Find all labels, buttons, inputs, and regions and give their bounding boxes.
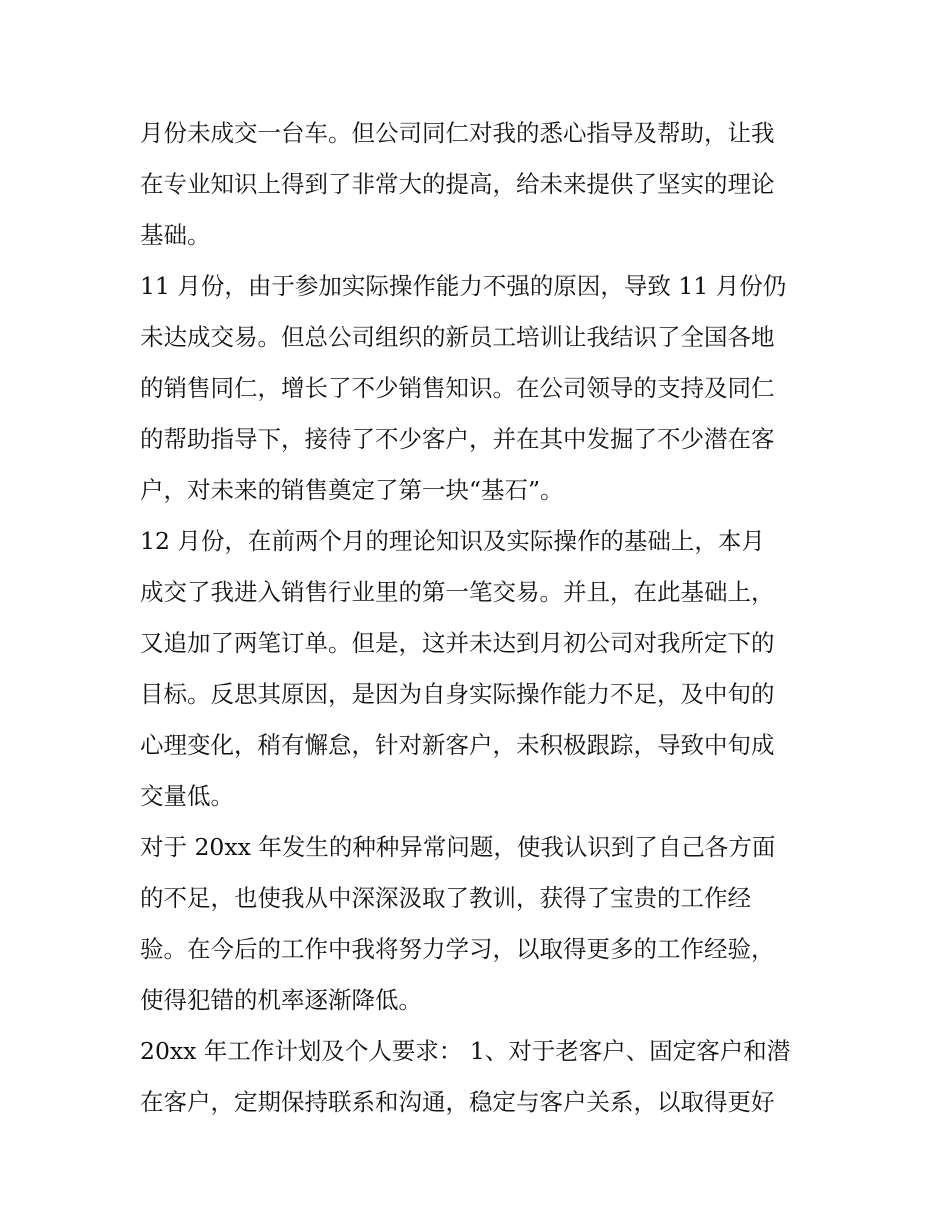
text-line: 又追加了两笔订单。但是，这并未达到月初公司对我所定下的 [140,629,775,657]
text-line: 成交了我进入销售行业里的第一笔交易。并且，在此基础上， [140,578,775,606]
text-line: 在专业知识上得到了非常大的提高，给未来提供了坚实的理论 [140,170,775,198]
text-line: 验。在今后的工作中我将努力学习，以取得更多的工作经验， [140,935,775,963]
text-line: 11 月份，由于参加实际操作能力不强的原因，导致 11 月份仍 [140,272,787,300]
text-line: 12 月份，在前两个月的理论知识及实际操作的基础上，本月 [140,527,765,555]
text-line: 20xx 年工作计划及个人要求： 1、对于老客户、固定客户和潜 [140,1037,791,1065]
text-line: 的帮助指导下，接待了不少客户，并在其中发掘了不少潜在客 [140,425,775,453]
text-line: 户，对未来的销售奠定了第一块“基石”。 [140,476,564,504]
text-line: 在客户，定期保持联系和沟通，稳定与客户关系，以取得更好 [140,1088,775,1116]
text-line: 对于 20xx 年发生的种种异常问题，使我认识到了自己各方面 [140,833,776,861]
text-line: 的销售同仁，增长了不少销售知识。在公司领导的支持及同仁 [140,374,775,402]
text-line: 的不足，也使我从中深深汲取了教训，获得了宝贵的工作经 [140,884,751,912]
document-body [140,108,815,1128]
text-line: 未达成交易。但总公司组织的新员工培训让我结识了全国各地 [140,323,775,351]
text-line: 目标。反思其原因，是因为自身实际操作能力不足，及中旬的 [140,680,775,708]
text-line: 交量低。 [140,782,234,810]
text-line: 月份未成交一台车。但公司同仁对我的悉心指导及帮助，让我 [140,119,775,147]
text-line: 心理变化，稍有懈怠，针对新客户，未积极跟踪，导致中旬成 [140,731,775,759]
text-line: 使得犯错的机率逐渐降低。 [140,986,422,1014]
text-line: 基础。 [140,221,211,249]
